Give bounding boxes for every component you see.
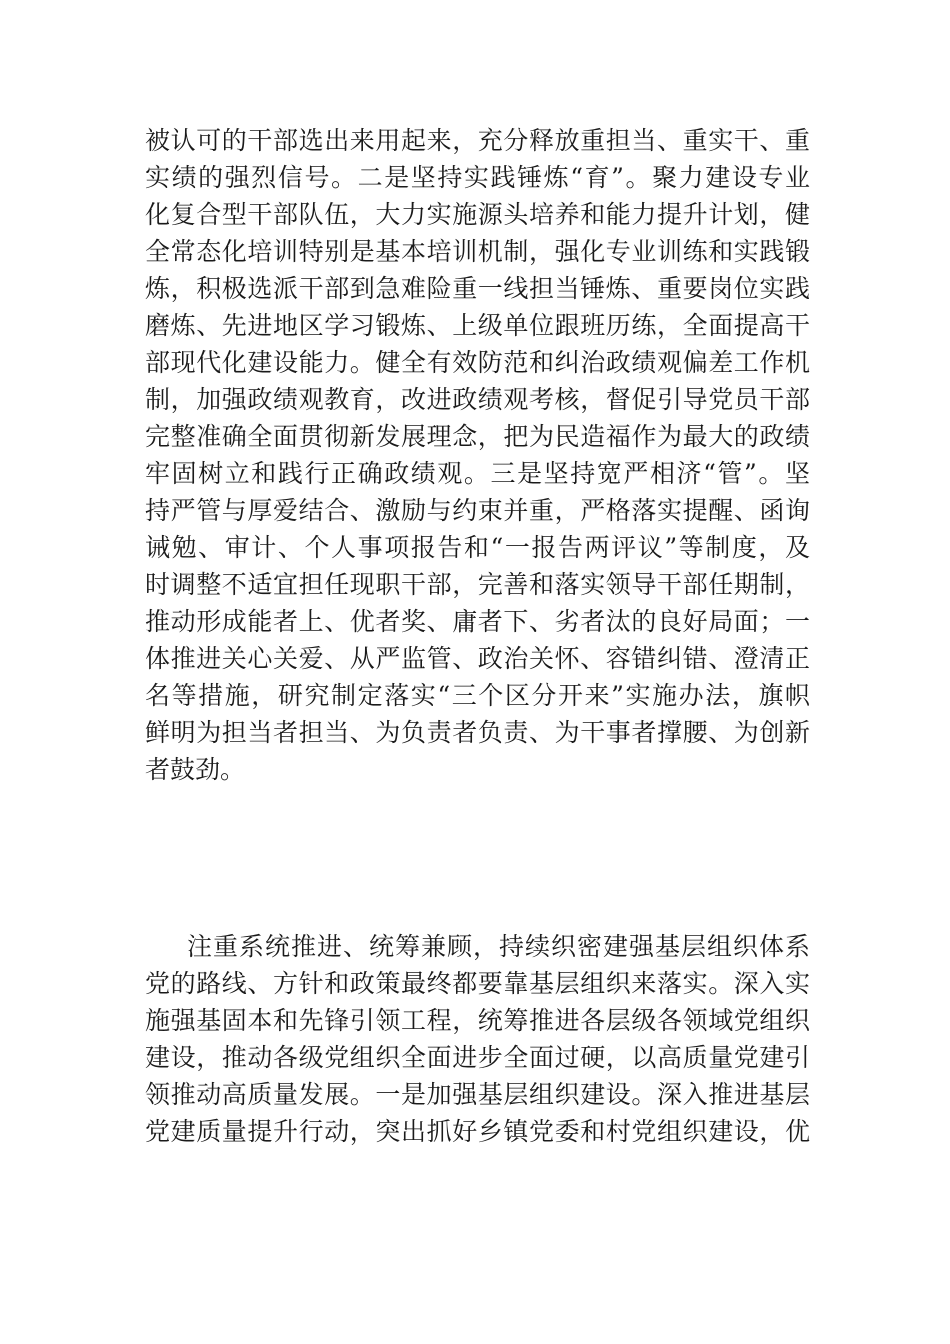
text-line: 牢固树立和践行正确政绩观。三是坚持宽严相济“管”。坚	[145, 459, 810, 488]
text-line: 鲜明为担当者担当、为负责者负责、为干事者撑腰、为创新	[145, 718, 810, 747]
text-line: 全常态化培训特别是基本培训机制，强化专业训练和实践锻	[145, 237, 810, 266]
text-line: 持严管与厚爱结合、激励与约束并重，严格落实提醒、函询	[145, 496, 810, 525]
text-line: 建设，推动各级党组织全面进步全面过硬，以高质量党建引	[145, 1043, 810, 1072]
text-line: 者鼓劲。	[145, 755, 246, 784]
text-line: 诫勉、审计、个人事项报告和“一报告两评议”等制度，及	[145, 533, 810, 562]
text-line: 实绩的强烈信号。二是坚持实践锤炼“育”。聚力建设专业	[145, 163, 810, 192]
text-line: 化复合型干部队伍，大力实施源头培养和能力提升计划，健	[145, 200, 810, 229]
text-line: 推动形成能者上、优者奖、庸者下、劣者汰的良好局面；一	[145, 607, 810, 636]
text-line: 施强基固本和先锋引领工程，统筹推进各层级各领域党组织	[145, 1006, 810, 1035]
paragraph-grassroots-organization	[145, 928, 810, 1150]
text-line: 部现代化建设能力。健全有效防范和纠治政绩观偏差工作机	[145, 348, 810, 377]
text-line: 党建质量提升行动，突出抓好乡镇党委和村党组织建设，优	[145, 1117, 810, 1146]
text-line: 时调整不适宜担任现职干部，完善和落实领导干部任期制，	[145, 570, 810, 599]
text-line: 领推动高质量发展。一是加强基层组织建设。深入推进基层	[145, 1080, 810, 1109]
text-line: 体推进关心关爱、从严监管、政治关怀、容错纠错、澄清正	[145, 644, 810, 673]
text-line: 完整准确全面贯彻新发展理念，把为民造福作为最大的政绩	[145, 422, 810, 451]
text-line: 制，加强政绩观教育，改进政绩观考核，督促引导党员干部	[145, 385, 810, 414]
text-line: 磨炼、先进地区学习锻炼、上级单位跟班历练，全面提高干	[145, 311, 810, 340]
text-line: 党的路线、方针和政策最终都要靠基层组织来落实。深入实	[145, 969, 810, 998]
text-line: 被认可的干部选出来用起来，充分释放重担当、重实干、重	[145, 126, 810, 155]
paragraph-cadre-training	[145, 122, 810, 788]
text-line: 名等措施，研究制定落实“三个区分开来”实施办法，旗帜	[145, 681, 810, 710]
text-line: 注重系统推进、统筹兼顾，持续织密建强基层组织体系	[187, 932, 810, 961]
text-line: 炼，积极选派干部到急难险重一线担当锤炼、重要岗位实践	[145, 274, 810, 303]
